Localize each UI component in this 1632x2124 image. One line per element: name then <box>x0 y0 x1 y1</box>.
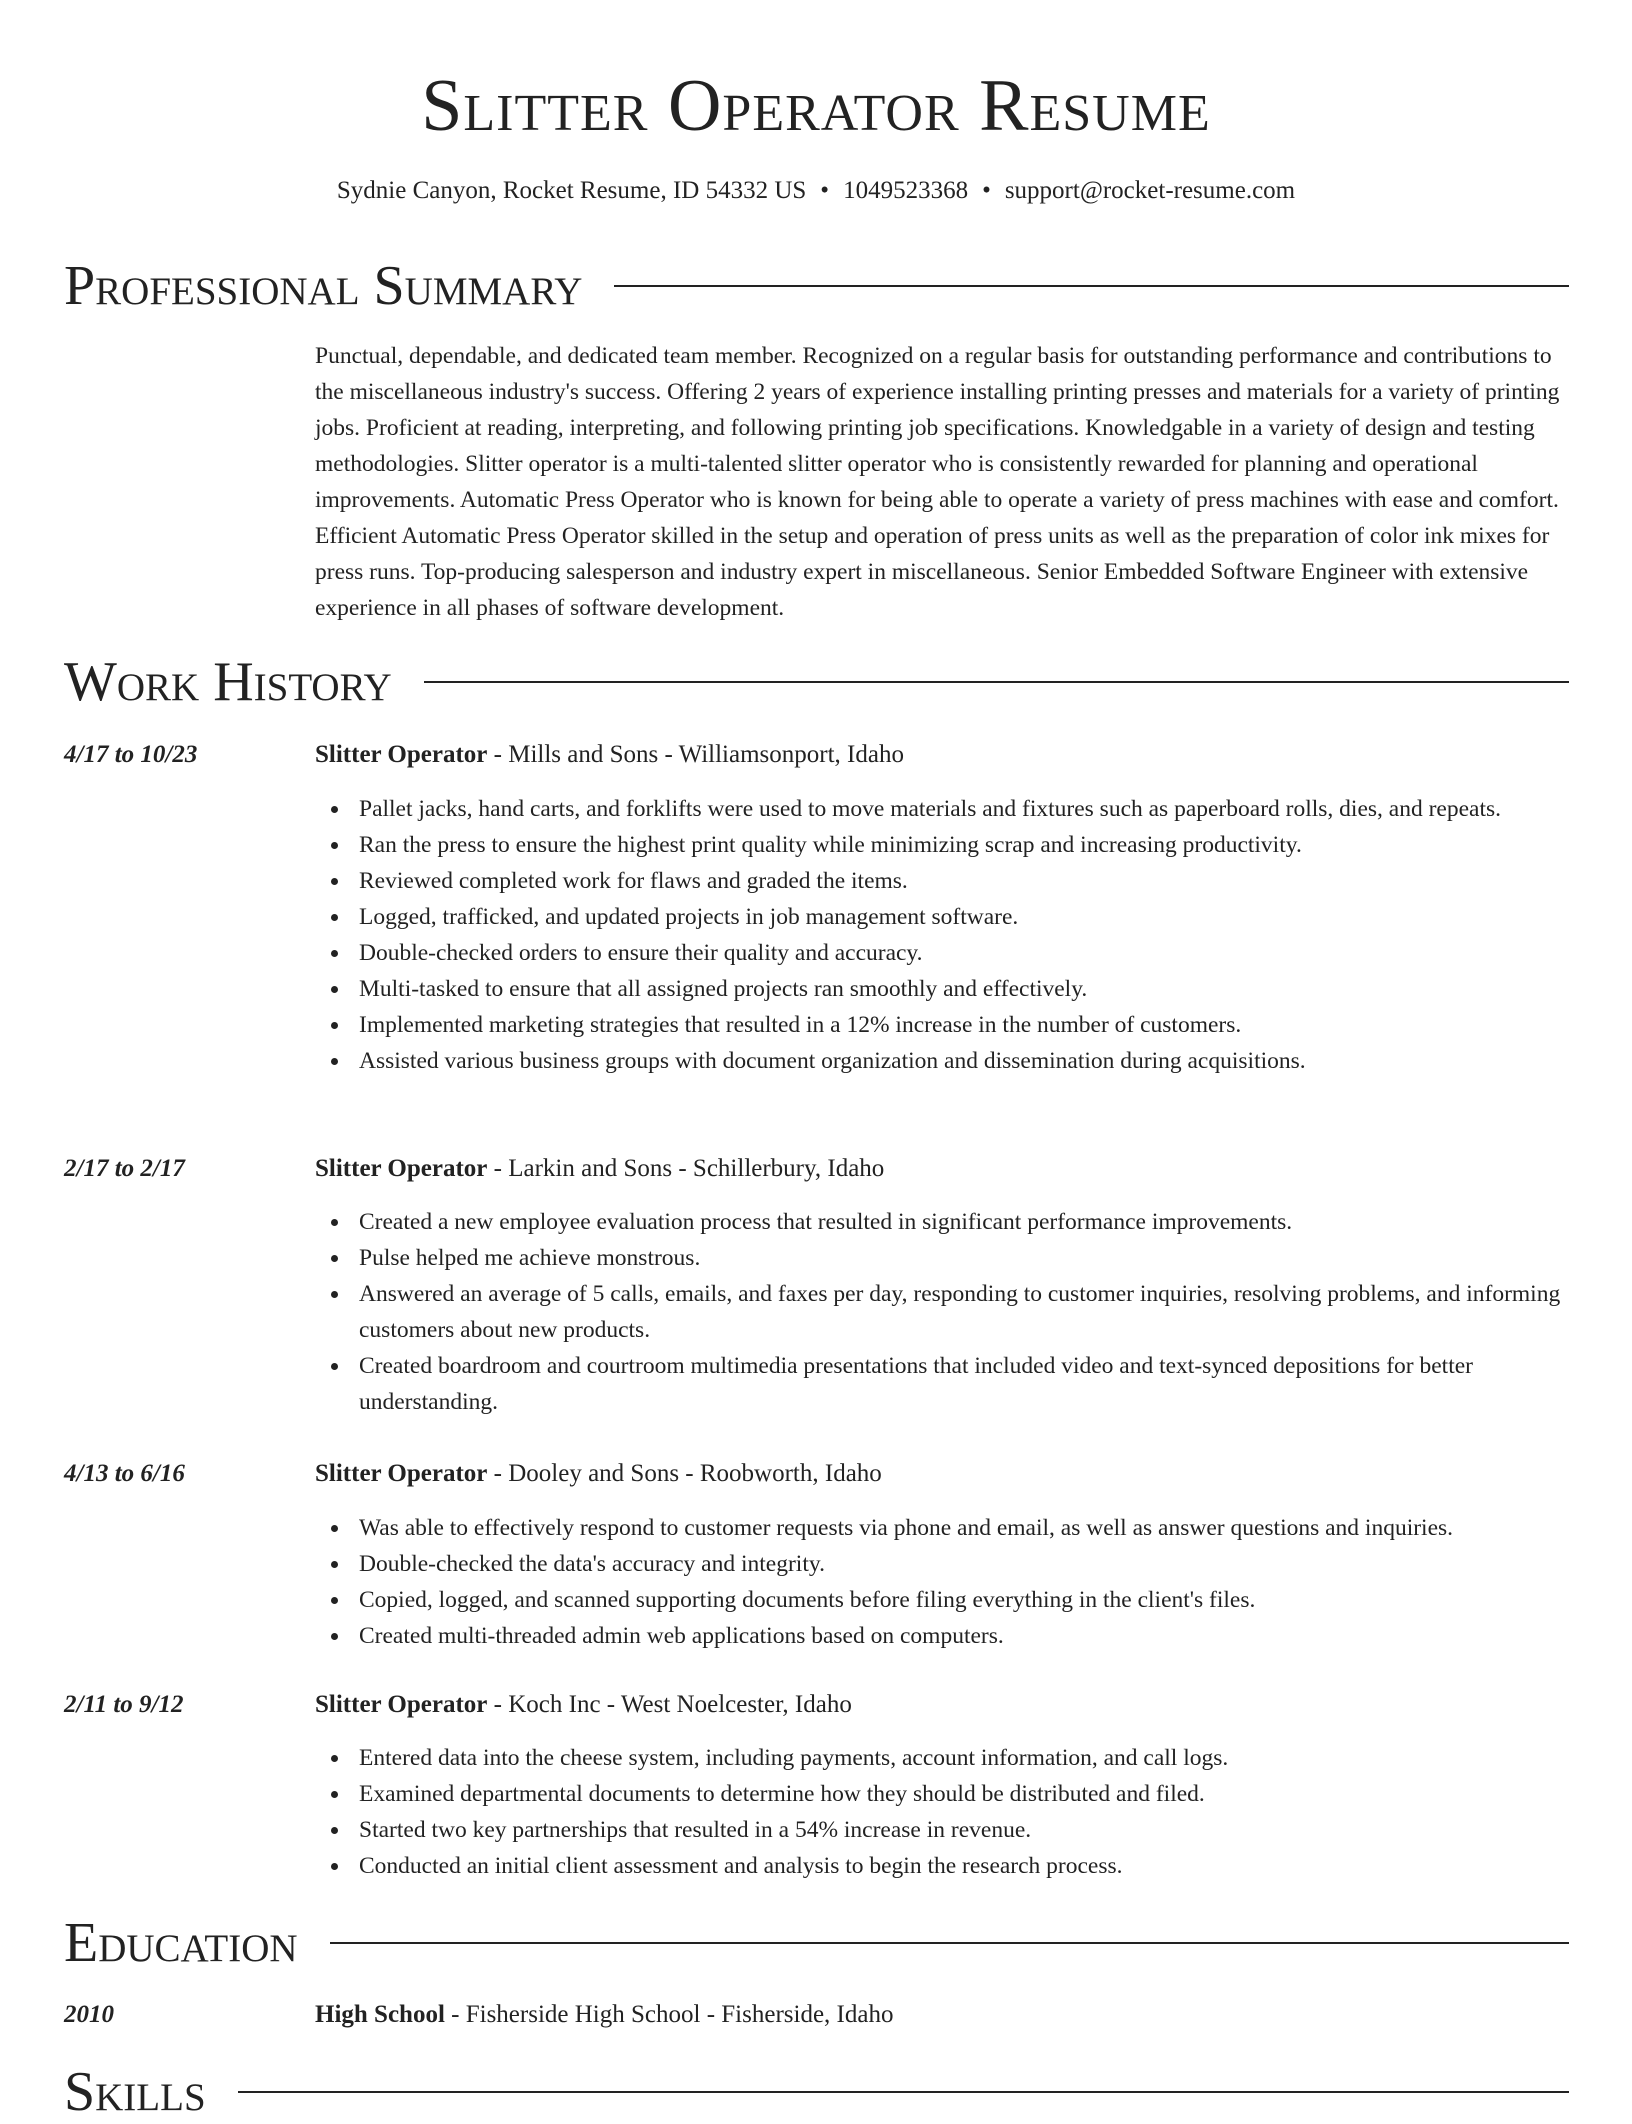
job-bullet: Copied, logged, and scanned supporting documents before filing everything in the client's files. <box>359 1582 1615 1618</box>
job-date: 2/11 to 9/12 <box>64 1691 184 1718</box>
job-employer-location: - Koch Inc - West Noelcester, Idaho <box>487 1691 852 1718</box>
job-bullet: Pallet jacks, hand carts, and forklifts were used to move materials and fixtures such as paperboard rolls, dies, and repeats. <box>359 791 1615 827</box>
job-bullet-list <box>315 1204 1615 1420</box>
job-bullet: Started two key partnerships that resulted in a 54% increase in revenue. <box>359 1812 1615 1848</box>
job-bullet: Logged, trafficked, and updated projects in job management software. <box>359 899 1615 935</box>
education-section-header <box>64 1911 1569 1975</box>
section-divider <box>614 285 1569 287</box>
job-date: 4/13 to 6/16 <box>64 1460 185 1487</box>
job-bullet: Created multi-threaded admin web applications based on computers. <box>359 1618 1615 1654</box>
education-date: 2010 <box>64 2001 114 2028</box>
job-bullet: Ran the press to ensure the highest print quality while minimizing scrap and increasing productivity. <box>359 827 1615 863</box>
section-heading-work: Work History <box>64 651 392 713</box>
job-bullet: Multi-tasked to ensure that all assigned projects ran smoothly and effectively. <box>359 971 1615 1007</box>
section-heading-education: Education <box>64 1912 298 1974</box>
section-heading-summary: Professional Summary <box>64 255 583 317</box>
contact-separator: • <box>982 177 991 204</box>
job-bullet: Double-checked orders to ensure their quality and accuracy. <box>359 935 1615 971</box>
job-bullet: Created a new employee evaluation process that resulted in significant performance improvements. <box>359 1204 1615 1240</box>
section-divider <box>238 2091 1569 2093</box>
education-heading <box>315 1998 1571 2032</box>
summary-section-header <box>64 254 1569 318</box>
job-bullet: Reviewed completed work for flaws and graded the items. <box>359 863 1615 899</box>
job-date: 4/17 to 10/23 <box>64 741 198 768</box>
job-bullet: Assisted various business groups with document organization and dissemination during acquisitions. <box>359 1043 1615 1079</box>
section-heading-skills: Skills <box>64 2061 206 2123</box>
job-bullet: Implemented marketing strategies that resulted in a 12% increase in the number of customers. <box>359 1007 1615 1043</box>
job-bullet: Examined departmental documents to determine how they should be distributed and filed. <box>359 1776 1615 1812</box>
section-divider <box>330 1942 1569 1944</box>
section-divider <box>424 681 1569 683</box>
education-school-location: - Fisherside High School - Fisherside, Idaho <box>444 2001 894 2028</box>
job-bullet: Pulse helped me achieve monstrous. <box>359 1240 1615 1276</box>
job-bullet: Created boardroom and courtroom multimedia presentations that included video and text-synced depositions for better understanding. <box>359 1348 1615 1420</box>
job-bullet: Was able to effectively respond to customer requests via phone and email, as well as answer questions and inquiries. <box>359 1510 1615 1546</box>
contact-phone: 1049523368 <box>843 177 969 204</box>
job-title: Slitter Operator <box>315 741 488 768</box>
job-bullet-list <box>315 1740 1615 1884</box>
job-bullet-list <box>315 1510 1615 1654</box>
contact-line <box>0 174 1632 208</box>
work-section-header <box>64 650 1569 714</box>
contact-address: Sydnie Canyon, Rocket Resume, ID 54332 US <box>336 177 807 204</box>
job-bullet: Answered an average of 5 calls, emails, and faxes per day, responding to customer inquiries, resolving problems, and informing customers about new products. <box>359 1276 1615 1348</box>
job-date: 2/17 to 2/17 <box>64 1155 185 1182</box>
job-title: Slitter Operator <box>315 1460 488 1487</box>
contact-separator: • <box>820 177 830 204</box>
job-employer-location: - Larkin and Sons - Schillerbury, Idaho <box>487 1155 885 1182</box>
job-bullet: Double-checked the data's accuracy and integrity. <box>359 1546 1615 1582</box>
summary-text: Punctual, dependable, and dedicated team member. Recognized on a regular basis for outstanding performance and contributions to the miscellaneous industry's success. Offering 2 years of experience installing printing presses and materials for a variety of printing jobs. Proficient at reading, interpreting, and following printing job specifications. Knowledgable in a variety of design and testing methodologies. Slitter operator is a multi-talented slitter operator who is consistently rewarded for planning and operational improvements. Automatic Press Operator who is known for being able to operate a variety of press machines with ease and comfort. Efficient Automatic Press Operator skilled in the setup and operation of press units as well as the preparation of color ink mixes for press runs. Top-producing salesperson and industry expert in miscellaneous. Senior Embedded Software Engineer with extensive experience in all phases of software development. <box>315 343 1560 621</box>
job-title: Slitter Operator <box>315 1155 488 1182</box>
job-heading <box>315 1457 1571 1491</box>
job-employer-location: - Dooley and Sons - Roobworth, Idaho <box>487 1460 882 1487</box>
job-title: Slitter Operator <box>315 1691 488 1718</box>
job-heading <box>315 738 1571 772</box>
education-degree: High School <box>315 2001 445 2028</box>
job-bullet-list <box>315 791 1615 1079</box>
skills-section-header <box>64 2060 1569 2124</box>
job-heading <box>315 1688 1571 1722</box>
contact-email: support@rocket-resume.com <box>1004 177 1296 204</box>
resume-title: Slitter Operator Resume <box>421 65 1211 147</box>
job-bullet: Conducted an initial client assessment and analysis to begin the research process. <box>359 1848 1615 1884</box>
job-heading <box>315 1152 1571 1186</box>
job-bullet: Entered data into the cheese system, including payments, account information, and call logs. <box>359 1740 1615 1776</box>
job-employer-location: - Mills and Sons - Williamsonport, Idaho <box>487 741 904 768</box>
